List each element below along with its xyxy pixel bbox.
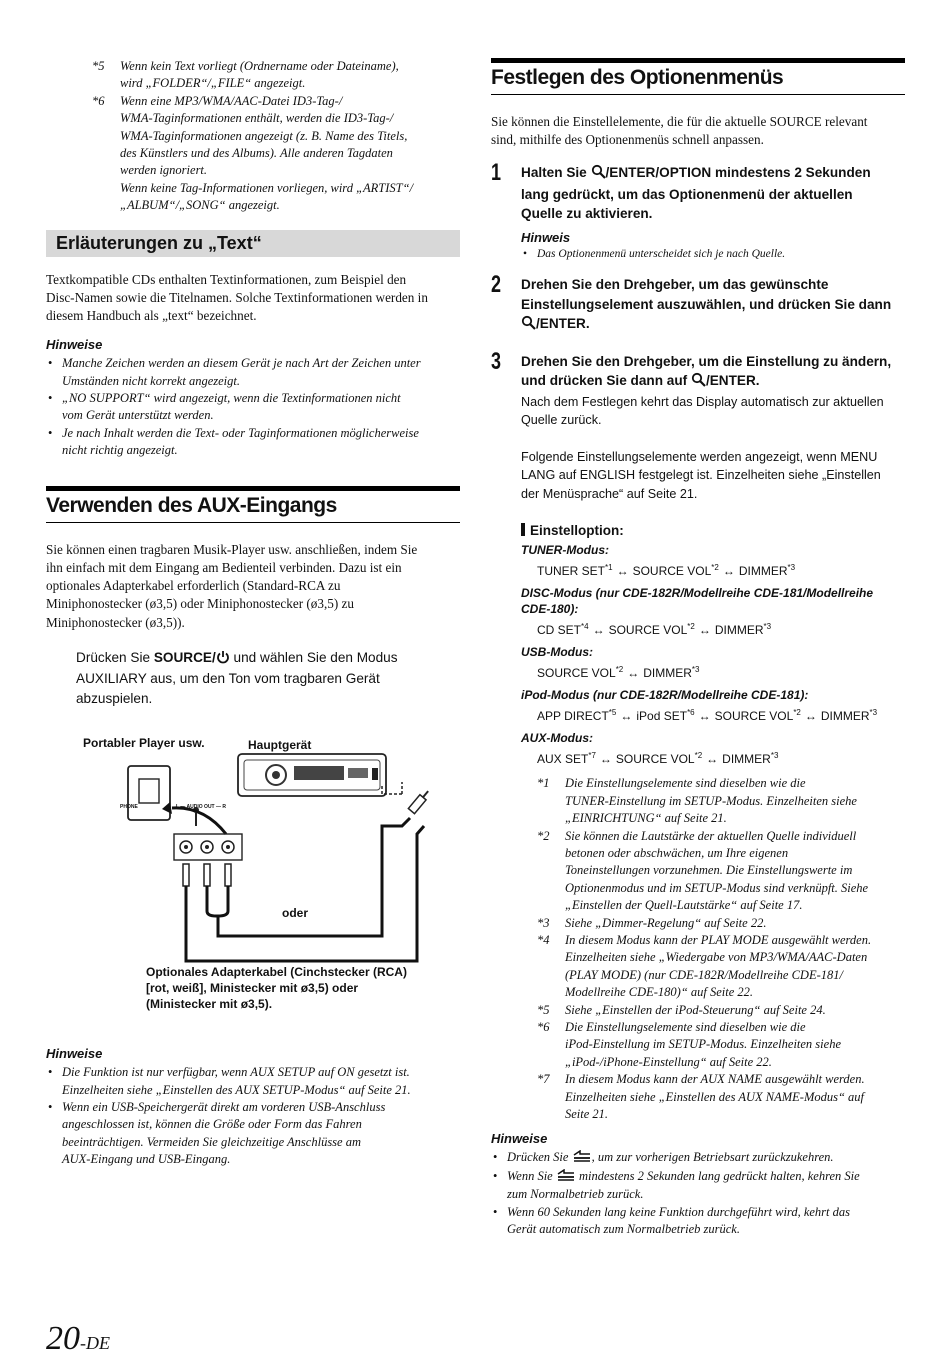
aux-notes-heading: Hinweise (46, 1046, 103, 1062)
mode-items (521, 703, 905, 726)
footnote-line: Wenn kein Text vorliegt (Ordnername oder Dateiname), (120, 59, 399, 73)
step-number: 1 (491, 159, 502, 187)
footnote (537, 932, 905, 1002)
footnote-ref: *2 (694, 751, 703, 761)
footnote-number: *2 (537, 828, 550, 843)
mode-heading: TUNER-Modus: (521, 543, 609, 558)
body-line: ihn einfach mit dem Eingang am Bedienteil verbinden. Dazu ist ein (46, 559, 402, 575)
footnote-line: Optionenmodus und im SETUP-Modus sind verknüpft. Siehe (565, 880, 869, 895)
body-line: Disc-Namen sowie die Titelnamen. Solche Textinformationen werden in (46, 289, 428, 305)
label-audio-out: L — AUDIO OUT — R (176, 804, 226, 811)
back-icon (572, 1150, 592, 1167)
note-item: • Wenn Sie mindestens 2 Sekunden lang gedrückt halten, kehren Sie zum Normalbetrieb zurück. (491, 1168, 905, 1204)
footnote-number: *1 (537, 776, 550, 791)
step-2: 2 Drehen Sie den Drehgeber, um das gewünschte Einstellungselement auszuwählen, und drücken Sie dann /ENTER. (491, 275, 905, 336)
footnote-line: „EINRICHTUNG“ auf Seite 21. (565, 811, 727, 826)
right-column (491, 58, 905, 1238)
footnote-line: Einzelheiten siehe „Einstellen des AUX NAME-Modus“ auf (565, 1089, 865, 1104)
footnote-ref: *3 (869, 708, 878, 718)
aux-instruction: Drücken Sie SOURCE/ und wählen Sie den Modus AUXILIARY aus, um den Ton vom tragbaren Gerät abzuspielen. (76, 649, 398, 706)
back-icon (556, 1169, 576, 1186)
options-menu-heading: Festlegen des Optionenmenüs (491, 58, 905, 95)
label-phone: PHONE (120, 804, 138, 811)
footnote-line: In diesem Modus kann der AUX NAME ausgewählt werden. (565, 1072, 865, 1087)
footnote-line: Die Einstellungselemente sind dieselben wie die (565, 1020, 806, 1034)
footnote-line: TUNER-Einstellung im SETUP-Modus. Einzelheiten siehe (565, 793, 857, 808)
label-portable-player: Portabler Player usw. (83, 736, 205, 751)
right-notes-heading: Hinweise (491, 1131, 548, 1147)
label-main-unit: Hauptgerät (248, 738, 312, 753)
footnote-number: *5 (537, 1002, 550, 1017)
footnote-ref: *3 (763, 622, 772, 632)
mode-item: DIMMER (722, 752, 771, 767)
bidirectional-arrow-icon: ↔ (592, 623, 605, 638)
mode-heading: CDE-180): (521, 602, 579, 617)
footnote-ref: *3 (770, 751, 779, 761)
search-icon (691, 372, 706, 393)
note-item: • Wenn ein USB-Speichergerät direkt am vorderen USB-Anschluss angeschlossen ist, können die Größe oder Form das Fahren beeinträchtigen. Vermeiden Sie gleichzeitige Anschlüsse am AUX-Eingang und USB-Eingang. (46, 1099, 460, 1169)
footnote-line: wird „FOLDER“/„FILE“ angezeigt. (120, 76, 306, 91)
power-icon (216, 650, 230, 670)
footnote (537, 1071, 905, 1123)
note-item: • Wenn 60 Sekunden lang keine Funktion durchgeführt wird, kehrt das Gerät automatisch zum Normalbetrieb zurück. (491, 1204, 905, 1239)
mode-item: SOURCE VOL (608, 623, 688, 638)
footnote-line: „iPod-/iPhone-Einstellung“ auf Seite 22. (565, 1054, 772, 1069)
footnote-number: *3 (537, 915, 550, 930)
footnote-line: Sie können die Lautstärke der aktuellen Quelle individuell (565, 828, 857, 843)
page-number: 20-DE (46, 1320, 110, 1357)
footnote-ref: *2 (711, 563, 719, 573)
footnote-line: „Einstellen der Quell-Lautstärke“ auf Seite 17. (565, 898, 803, 913)
hint-list (521, 246, 905, 263)
mode-item: DIMMER (643, 666, 692, 681)
mode-heading: USB-Modus: (521, 645, 593, 660)
search-icon (591, 164, 606, 185)
mode-item: DIMMER (714, 623, 764, 638)
aux-section-body (46, 541, 460, 632)
bidirectional-arrow-icon: ↔ (620, 709, 633, 724)
footnote-line: Seite 21. (565, 1107, 609, 1122)
footnote-line: In diesem Modus kann der PLAY MODE ausgewählt werden. (565, 932, 872, 947)
step-1: 1 Halten Sie /ENTER/OPTION mindestens 2 Sekunden lang gedrückt, um das Optionenmenü der aktuellen Quelle zu aktivieren. Hinweis • Das Optionenmenü unterscheidet sich je nach Quelle. (491, 163, 905, 263)
footnote-line: betonen oder abschwächen, um Ihre eigenen (565, 845, 789, 860)
footnote-5 (92, 58, 460, 93)
option-heading: Einstelloption: (521, 523, 905, 538)
note-item: • Manche Zeichen werden an diesem Gerät je nach Art der Zeichen unter Umständen nicht korrekt angezeigt. (46, 355, 460, 390)
right-notes-list (491, 1149, 905, 1238)
following-text: Folgende Einstellungselemente werden angezeigt, wenn MENU LANG auf ENGLISH festgelegt ist. Einzelheiten siehe „Einstellen der Menüsprache“ auf Seite 21. (521, 449, 881, 501)
footnote-line: Die Einstellungselemente sind dieselben wie die (565, 776, 806, 791)
mode-item: TUNER SET (537, 564, 606, 579)
footnote-6 (92, 93, 460, 215)
footnote-ref: *4 (581, 622, 589, 632)
footnotes-top (92, 58, 460, 215)
footnote-line: WMA-Taginformationen enthält, werden die ID3-Tag-/ (120, 111, 394, 126)
footnote-ref: *5 (608, 708, 617, 718)
footnote-line: werden ignoriert. (120, 163, 208, 178)
mode-items (521, 660, 905, 683)
mode-item: SOURCE VOL (632, 564, 712, 579)
footnote-number: *6 (537, 1020, 550, 1034)
mode-heading: AUX-Modus: (521, 731, 593, 746)
footnote-line: Wenn eine MP3/WMA/AAC-Datei ID3-Tag-/ (120, 93, 343, 108)
footnote-ref: *3 (787, 563, 796, 573)
mode-item: DIMMER (738, 564, 788, 579)
bidirectional-arrow-icon: ↔ (706, 752, 719, 767)
diagram-caption: Optionales Adapterkabel (Cinchstecker (RCA) [rot, weiß], Ministecker mit ø3,5) oder (Ministecker mit ø3,5). (146, 965, 407, 1012)
text-section-body (46, 271, 460, 326)
mode-item: CD SET (537, 623, 582, 638)
footnote-number: *6 (92, 93, 105, 108)
footnote-ref: *1 (605, 563, 613, 573)
connection-diagram (46, 726, 460, 1046)
note-item: • „NO SUPPORT“ wird angezeigt, wenn die Textinformationen nicht vom Gerät unterstützt werden. (46, 390, 460, 425)
label-or: oder (282, 906, 309, 921)
audio-jacks-icon (174, 834, 242, 860)
footnote-ref: *7 (588, 751, 596, 761)
footnote-ref: *6 (687, 708, 695, 718)
note-item: • Drücken Sie , um zur vorherigen Betriebsart zurückzukehren. (491, 1149, 905, 1167)
note-item: • Die Funktion ist nur verfügbar, wenn AUX SETUP auf ON gesetzt ist. Einzelheiten siehe „Einstellen des AUX SETUP-Modus“ auf Seite 21. (46, 1064, 460, 1099)
note-item: • Je nach Inhalt werden die Text- oder Taginformationen möglicherweise nicht richtig angezeigt. (46, 425, 460, 460)
footnote-line: iPod-Einstellung im SETUP-Modus. Einzelheiten siehe (565, 1037, 841, 1052)
body-line: Textkompatible CDs enthalten Textinformationen, zum Beispiel den (46, 271, 407, 287)
mode-item: SOURCE VOL (714, 709, 794, 724)
body-line: Miniphonostecker (ø3,5)). (46, 614, 185, 630)
footnote-ref: *2 (687, 622, 695, 632)
mode-heading: DISC-Modus (nur CDE-182R/Modellreihe CDE-181/Modellreihe (521, 586, 874, 601)
footnote (537, 915, 905, 932)
bidirectional-arrow-icon: ↔ (627, 666, 640, 681)
footnote (537, 1019, 905, 1071)
footnote-line: „ALBUM“/„SONG“ angezeigt. (120, 198, 280, 213)
bidirectional-arrow-icon: ↔ (698, 709, 711, 724)
bidirectional-arrow-icon: ↔ (804, 709, 817, 724)
bidirectional-arrow-icon: ↔ (616, 564, 629, 579)
footnote-ref: *2 (793, 708, 801, 718)
mode-item: AUX SET (537, 752, 589, 767)
mode-items (521, 617, 905, 640)
body-line: Miniphonostecker (ø3,5) oder Miniphonostecker (ø3,5) zu (46, 596, 355, 612)
step-3: 3 Drehen Sie den Drehgeber, um die Einstellung zu ändern, und drücken Sie dann auf /ENTER. Nach dem Festlegen kehrt das Display automatisch zur aktuellen Quelle zurück. (491, 347, 892, 428)
footnote (537, 1002, 905, 1019)
mode-item: SOURCE VOL (615, 752, 695, 767)
footnote-line: Modellreihe CDE-180)“ auf Seite 22. (565, 985, 754, 1000)
footnote-number: *5 (92, 59, 105, 73)
bidirectional-arrow-icon: ↔ (698, 623, 711, 638)
search-icon (521, 315, 536, 336)
footnote-ref: *2 (615, 665, 624, 675)
body-line: diesem Handbuch als „text“ bezeichnet. (46, 308, 257, 324)
footnote-line: WMA-Taginformationen angezeigt (z. B. Name des Titels, (120, 128, 408, 143)
options-block (521, 523, 905, 1123)
footnote-line: Siehe „Dimmer-Regelung“ auf Seite 22. (565, 915, 767, 930)
step-number: 2 (491, 271, 502, 299)
notes-heading: Hinweise (46, 337, 103, 353)
left-column (46, 58, 460, 1169)
footnote-line: des Künstlers und des Albums). Alle anderen Tagdaten (120, 146, 393, 161)
footnote-number: *7 (537, 1072, 550, 1087)
text-section-heading: Erläuterungen zu „Text“ (46, 230, 460, 257)
footnote-line: Einzelheiten siehe „Wiedergabe von MP3/WMA/AAC-Daten (565, 950, 868, 965)
right-footnotes (537, 775, 905, 1123)
bidirectional-arrow-icon: ↔ (599, 752, 612, 767)
footnote-line: Wenn keine Tag-Informationen vorliegen, wird „ARTIST“/ (120, 180, 414, 195)
step-number: 3 (491, 347, 502, 375)
mode-heading: iPod-Modus (nur CDE-182R/Modellreihe CDE-181): (521, 688, 809, 703)
footnote-ref: *3 (691, 665, 700, 675)
diagram-drawing (46, 746, 460, 996)
text-notes-list (46, 355, 460, 459)
body-line: optionales Adapterkabel erforderlich (Standard-RCA zu (46, 578, 341, 594)
portable-player-icon (128, 766, 170, 820)
hint-item: • Das Optionenmenü unterscheidet sich je nach Quelle. (521, 246, 905, 263)
mode-items (521, 558, 905, 581)
mode-item: DIMMER (820, 709, 870, 724)
footnote-number: *4 (537, 932, 550, 947)
footnote (537, 828, 905, 915)
mode-item: iPod SET (636, 709, 688, 724)
aux-section-heading: Verwenden des AUX-Eingangs (46, 486, 460, 523)
main-unit-icon (238, 754, 386, 796)
modes-list (521, 542, 905, 769)
footnote-line: Toneinstellungen vorzunehmen. Die Einstellungswerte im (565, 863, 853, 878)
footnote-line: Siehe „Einstellen der iPod-Steuerung“ auf Seite 24. (565, 1002, 826, 1017)
bidirectional-arrow-icon: ↔ (722, 564, 735, 579)
footnote (537, 775, 905, 827)
footnote-line: (PLAY MODE) (nur CDE-182R/Modellreihe CDE-181/ (565, 967, 843, 982)
body-line: Sie können einen tragbaren Musik-Player usw. anschließen, indem Sie (46, 541, 418, 557)
mode-item: APP DIRECT (537, 709, 609, 724)
mode-item: SOURCE VOL (537, 666, 616, 681)
mode-items (521, 746, 905, 769)
aux-notes-list (46, 1064, 460, 1168)
options-intro: Sie können die Einstellelemente, die für die aktuelle SOURCE relevant sind, mithilfe des Optionenmenüs schnell anpassen. (491, 114, 868, 148)
hint-heading: Hinweis (521, 229, 571, 245)
